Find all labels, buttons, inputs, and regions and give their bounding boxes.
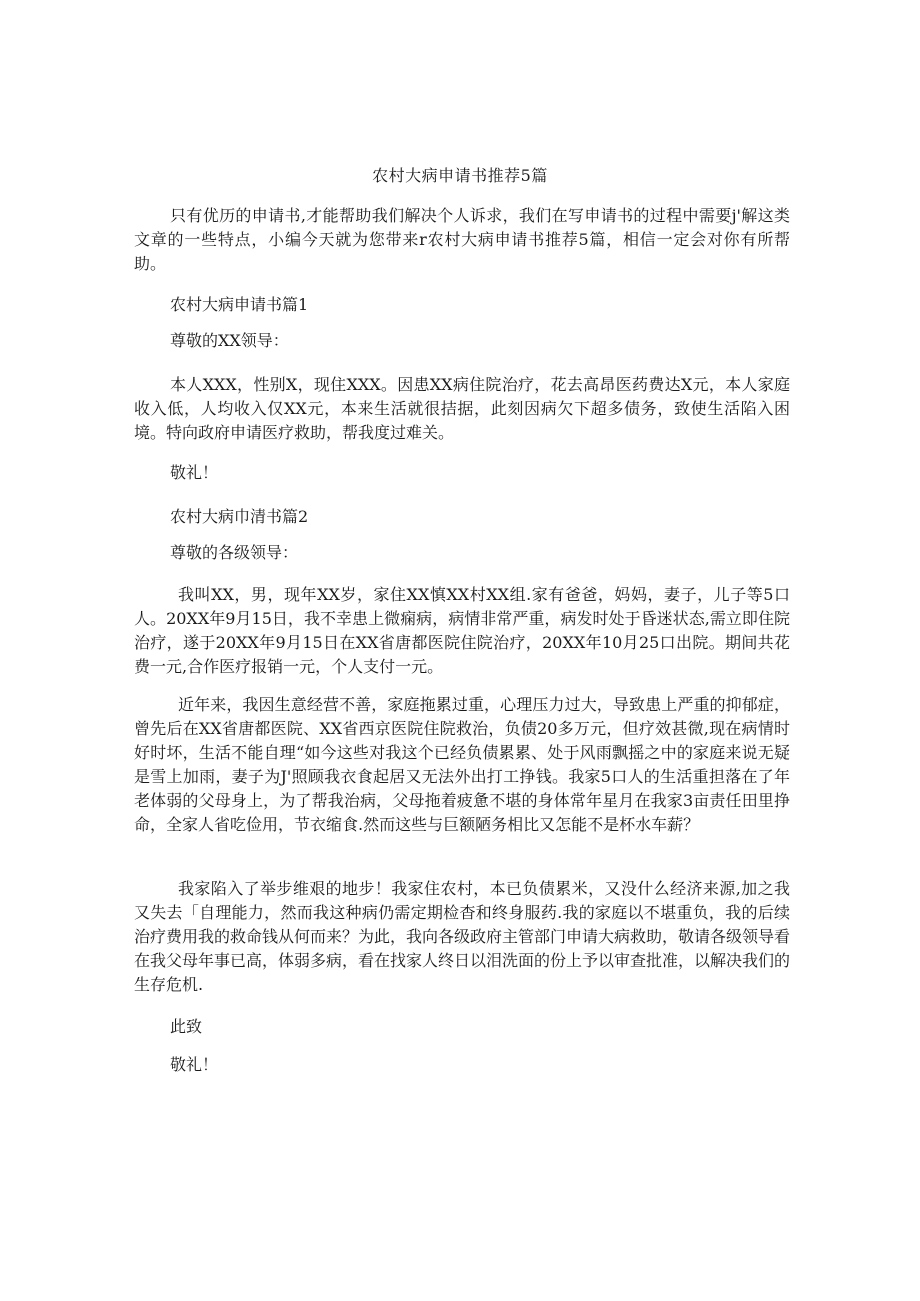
letter2-paragraph-3: 我家陷入了举步维艰的地步！我家住农村，本已负债累米，又没什么经济来源,加之我又失去「自理能力，然而我这种病仍需定期检杳和终身服药.我的家庭以不堪重负，我的后续治疗费用我的救命钱从何而来？为此，我向各级政府主管部门申请大病救助，敬请各级领导看在我父母年事已高，体弱多病，看在找家人终日以泪洗面的份上予以审查批准，以解决我们的生存危机. xyxy=(134,879,791,994)
letter1-closing: 敬礼！ xyxy=(170,463,219,482)
letter2-heading: 农村大病巾清书篇2 xyxy=(170,507,309,526)
letter2-salutation: 尊敬的各级领导： xyxy=(170,543,299,562)
letter1-heading: 农村大病申请书篇1 xyxy=(170,295,309,314)
letter1-body: 本人XXX，性别X，现住XXX。因患XX病住院治疗，花去高昂医药费达X元，本人家庭收入低，人均收入仅XX元，本来生活就很拮据，此刻因病欠下超多债务，致使生活陷入困境。特向政府申请医疗救助，帮我度过难关。 xyxy=(134,375,790,442)
letter2-paragraph-2: 近年来，我因生意经营不善，家庭拖累过重，心理压力过大，导致患上严重的抑郁症，曾先后在XX省唐都医院、XX省西京医院住院救治，负债20多万元，但疗效甚微,现在病情时好时坏，生活不能自理“如今这些对我这个已经负债累累、处于风雨飘摇之中的家庭来说无疑是雪上加雨，妻子为J'照顾我衣食起居又无法外出打工挣钱。我家5口人的生活重担落在了年老体弱的父母身上，为了帮我治病，父母拖着疲惫不堪的身体常年星月在我家3亩责任田里挣命，全家人省吃俭用，节衣缩食.然而这些与巨额陋务相比又怎能不是杯水车薪？ xyxy=(134,695,790,834)
document-title: 农村大病申请书推荐5篇 xyxy=(372,166,548,185)
letter1-salutation: 尊敬的XX领导： xyxy=(170,331,289,350)
intro-paragraph: 只有优历的申请书,才能帮助我们解决个人诉求，我们在写申请书的过程中需要j'解这类文章的一些特点，小编今天就为您带来r农村大病申请书推荐5篇，相信一定会对你有所帮助。 xyxy=(134,206,790,273)
letter2-closing-2: 敬礼！ xyxy=(170,1055,219,1074)
letter2-paragraph-1: 我叫XX，男，现年XX岁，家住XX慎XX村XX组.家有爸爸，妈妈，妻子，儿子等5口人。20XX年9月15日，我不幸患上微痫病，病情非常严重，病发时处于昏迷状态,需立即住院治疗，遂于20XX年9月15日在XX省唐都医院住院治疗，20XX年10月25口出院。期间共花费一元,合作医疗报销一元，个人支付一元。 xyxy=(134,585,790,676)
letter2-closing-1: 此致 xyxy=(170,1017,203,1036)
